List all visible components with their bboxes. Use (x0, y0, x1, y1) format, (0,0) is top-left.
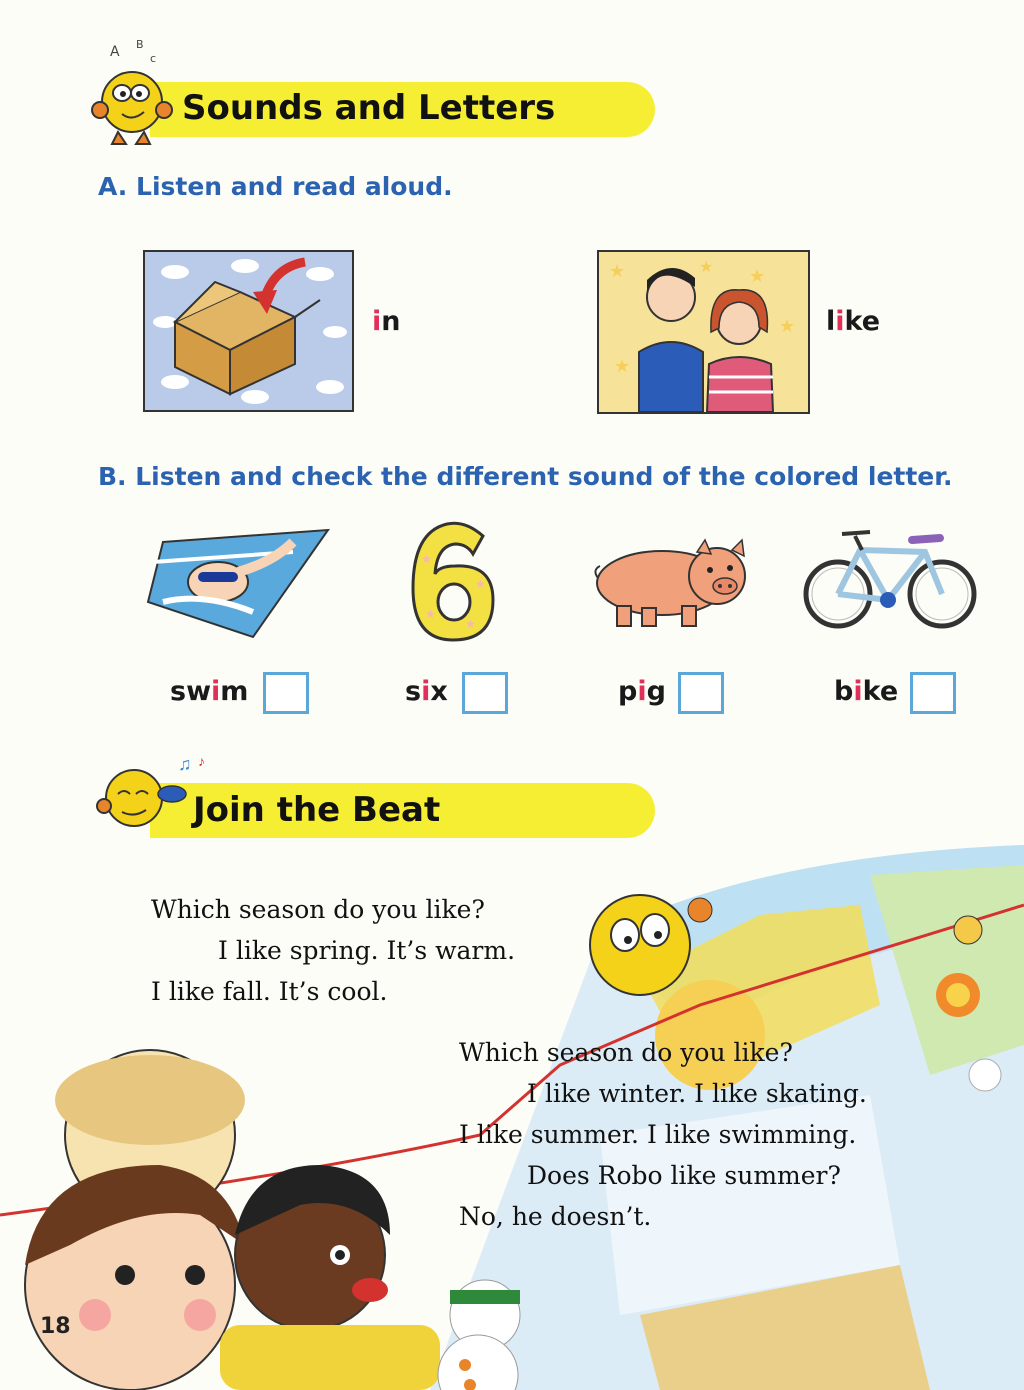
svg-text:★: ★ (421, 552, 432, 566)
svg-text:★: ★ (699, 259, 714, 276)
box-picture (143, 250, 354, 412)
lyric-line: No, he doesn’t. (459, 1202, 652, 1231)
robo-mascot-icon (88, 38, 183, 148)
lyric-line: I like spring. It’s warm. (218, 936, 516, 965)
pig-picture (592, 538, 757, 628)
svg-text:♪: ♪ (198, 753, 205, 769)
friends-picture (597, 250, 810, 414)
svg-text:★: ★ (475, 577, 486, 591)
svg-text:★: ★ (425, 607, 436, 621)
svg-text:A: A (110, 44, 120, 60)
word-six: six (405, 676, 448, 707)
svg-text:★: ★ (779, 316, 796, 336)
word-pig: pig (618, 676, 666, 707)
bicycle-picture (800, 522, 980, 632)
swimmer-picture (143, 522, 331, 640)
checkbox-bike[interactable] (910, 672, 956, 714)
svg-text:♫: ♫ (178, 754, 192, 774)
checkbox-pig[interactable] (678, 672, 724, 714)
instruction-a: A. Listen and read aloud. (98, 172, 453, 201)
lyric-line: I like winter. I like skating. (527, 1079, 867, 1108)
word-bike: bike (834, 676, 899, 707)
svg-text:B: B (136, 38, 144, 51)
svg-text:★: ★ (609, 261, 626, 281)
section-title: Sounds and Letters (182, 88, 556, 128)
lyric-line: Does Robo like summer? (527, 1161, 841, 1190)
lyric-line: Which season do you like? (459, 1038, 793, 1067)
lyric-line: I like fall. It’s cool. (151, 977, 388, 1006)
checkbox-swim[interactable] (263, 672, 309, 714)
number-six-picture (405, 518, 500, 646)
word-swim: swim (170, 676, 249, 707)
checkbox-six[interactable] (462, 672, 508, 714)
lyric-line: Which season do you like? (151, 895, 485, 924)
svg-text:★: ★ (614, 356, 631, 376)
svg-text:c: c (150, 52, 157, 65)
instruction-b: B. Listen and check the different sound of the colored letter. (98, 462, 953, 491)
word-in: in (372, 306, 401, 337)
svg-text:★: ★ (465, 617, 476, 631)
svg-text:★: ★ (749, 266, 766, 286)
word-like: like (826, 306, 881, 337)
section-title-2: Join the Beat (193, 790, 441, 830)
seasons-illustration (0, 845, 1024, 1390)
lyric-line: I like summer. I like swimming. (459, 1120, 857, 1149)
page-number: 18 (40, 1314, 71, 1339)
